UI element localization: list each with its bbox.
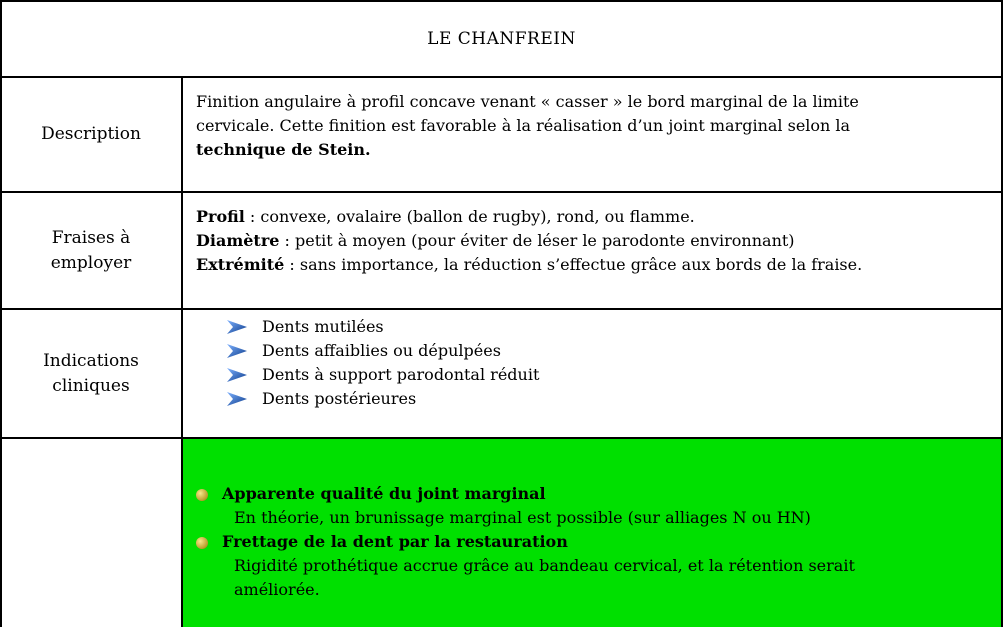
indication-text: Dents affaiblies ou dépulpées <box>262 341 501 360</box>
bullet-dot-icon <box>196 537 208 549</box>
description-text <box>196 90 989 162</box>
advantage-text-2-line-2: améliorée. <box>234 580 320 599</box>
indications-label <box>0 310 182 437</box>
table-title: LE CHANFREIN <box>427 29 576 49</box>
advantage-text-2-line-1: Rigidité prothétique accrue grâce au bandeau cervical, et la rétention serait <box>234 556 855 575</box>
bullet-dot-icon <box>196 489 208 501</box>
list-item <box>226 315 539 339</box>
list-item <box>226 387 539 411</box>
chevron-right-icon <box>226 343 248 359</box>
advantage-item-1 <box>196 482 811 530</box>
indications-label-line-2: cliniques <box>52 375 130 396</box>
advantage-title-1: Apparente qualité du joint marginal <box>222 484 546 503</box>
extremite-label: Extrémité <box>196 255 285 274</box>
profil-label: Profil <box>196 207 245 226</box>
fraises-text <box>196 205 989 277</box>
advantage-title-2: Frettage de la dent par la restauration <box>222 532 568 551</box>
indications-label-line-1: Indications <box>43 350 139 371</box>
description-bold: technique de Stein. <box>196 140 371 159</box>
description-line-1: Finition angulaire à profil concave venant « casser » le bord marginal de la limite <box>196 92 859 111</box>
fraises-label <box>0 193 182 308</box>
extremite-text: : sans importance, la réduction s’effectue grâce aux bords de la fraise. <box>284 255 863 274</box>
indications-list <box>226 315 539 411</box>
description-label: Description <box>41 124 141 144</box>
profil-text: : convexe, ovalaire (ballon de rugby), rond, ou flamme. <box>244 207 695 226</box>
chevron-right-icon <box>226 367 248 383</box>
list-item <box>226 339 539 363</box>
advantage-item-2 <box>196 530 855 602</box>
fraises-label-line-2: employer <box>50 252 132 273</box>
chevron-right-icon <box>226 319 248 335</box>
list-item <box>226 363 539 387</box>
diametre-text: : petit à moyen (pour éviter de léser le parodonte environnant) <box>279 231 795 250</box>
border-row3 <box>0 437 1003 439</box>
advantage-text-1: En théorie, un brunissage marginal est possible (sur alliages N ou HN) <box>234 508 811 527</box>
indication-text: Dents à support parodontal réduit <box>262 365 540 384</box>
description-line-2: cervicale. Cette finition est favorable à la réalisation d’un joint marginal selon la <box>196 116 851 135</box>
indication-text: Dents postérieures <box>262 389 417 408</box>
diametre-label: Diamètre <box>196 231 280 250</box>
fraises-label-line-1: Fraises à <box>51 227 131 248</box>
indication-text: Dents mutilées <box>262 317 384 336</box>
chevron-right-icon <box>226 391 248 407</box>
